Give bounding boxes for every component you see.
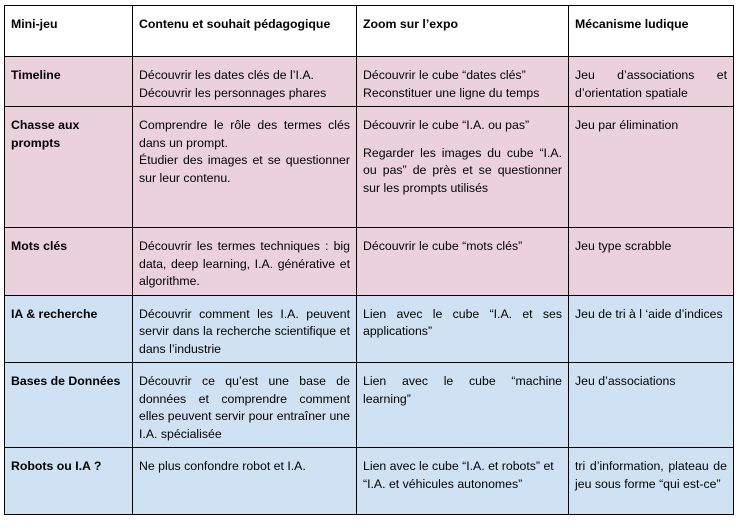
row-content — [133, 295, 357, 363]
row-name-robots-ou-ia: Robots ou I.A ? — [5, 448, 133, 515]
row-content — [133, 448, 357, 515]
row-name-ia-recherche: IA & recherche — [5, 295, 133, 363]
table-row — [5, 295, 734, 363]
header-zoom: Zoom sur l’expo — [357, 6, 569, 57]
table-row — [5, 107, 734, 228]
mini-games-table — [4, 5, 734, 515]
row-mechanism: Jeu type scrabble — [569, 228, 734, 296]
row-mechanism: Jeu par élimination — [569, 107, 734, 228]
table-row — [5, 448, 734, 515]
row-zoom — [357, 448, 569, 515]
table-row — [5, 363, 734, 448]
row-mechanism: Jeu de tri à l ‘aide d’indices — [569, 295, 734, 363]
row-zoom — [357, 57, 569, 107]
header-contenu: Contenu et souhait pédagogique — [133, 6, 357, 57]
header-mecanisme: Mécanisme ludique — [569, 6, 734, 57]
content-line: Découvrir les termes techniques : big data, deep learning, I.A. générative et algorithme. — [139, 239, 350, 288]
row-name-timeline: Timeline — [5, 57, 133, 107]
content-line: Découvrir ce qu’est une base de données et comprendre comment elles peuvent servir pour entraîner une I.A. spécialisée — [139, 374, 350, 441]
table-row — [5, 57, 734, 107]
header-mini-jeu: Mini-jeu — [5, 6, 133, 57]
zoom-line: Lien avec le cube “machine learning” — [363, 374, 562, 406]
row-content — [133, 57, 357, 107]
content-line: Comprendre le rôle des termes clés dans un prompt. — [139, 118, 350, 150]
row-name-mots-cles: Mots clés — [5, 228, 133, 296]
row-mechanism: tri d’information, plateau de jeu sous forme “qui est-ce” — [569, 448, 734, 515]
row-content — [133, 228, 357, 296]
row-name-bases-de-donnees: Bases de Données — [5, 363, 133, 448]
zoom-line: Lien avec le cube “I.A. et ses applications” — [363, 306, 562, 338]
zoom-line: Lien avec le cube “I.A. et robots” et “I.A. et véhicules autonomes” — [363, 459, 554, 491]
row-zoom — [357, 295, 569, 363]
zoom-line: Reconstituer une ligne du temps — [363, 85, 540, 100]
row-name-chasse-aux-prompts: Chasse aux prompts — [5, 107, 133, 228]
zoom-line: Regarder les images du cube “I.A. ou pas” de près et se questionner sur les prompts utilisés — [363, 145, 562, 195]
zoom-line: Découvrir le cube “dates clés” — [363, 68, 526, 82]
content-line: Étudier des images et se questionner sur leur contenu. — [139, 153, 350, 185]
row-content — [133, 363, 357, 448]
content-line: Découvrir comment les I.A. peuvent servir dans la recherche scientifique et dans l’industrie — [139, 306, 350, 356]
row-zoom — [357, 363, 569, 448]
row-mechanism: Jeu d’associations et d’orientation spatiale — [569, 57, 734, 107]
content-line: Découvrir les dates clés de l’I.A. — [139, 68, 314, 82]
row-content — [133, 107, 357, 228]
row-zoom — [357, 107, 569, 228]
zoom-line: Découvrir le cube “I.A. ou pas” — [363, 118, 530, 132]
table-row — [5, 228, 734, 296]
content-line: Ne plus confondre robot et I.A. — [139, 459, 306, 473]
header-row — [5, 6, 734, 57]
zoom-line: Découvrir le cube “mots clés” — [363, 239, 523, 253]
row-zoom — [357, 228, 569, 296]
content-line: Découvrir les personnages phares — [139, 85, 327, 100]
row-mechanism: Jeu d’associations — [569, 363, 734, 448]
